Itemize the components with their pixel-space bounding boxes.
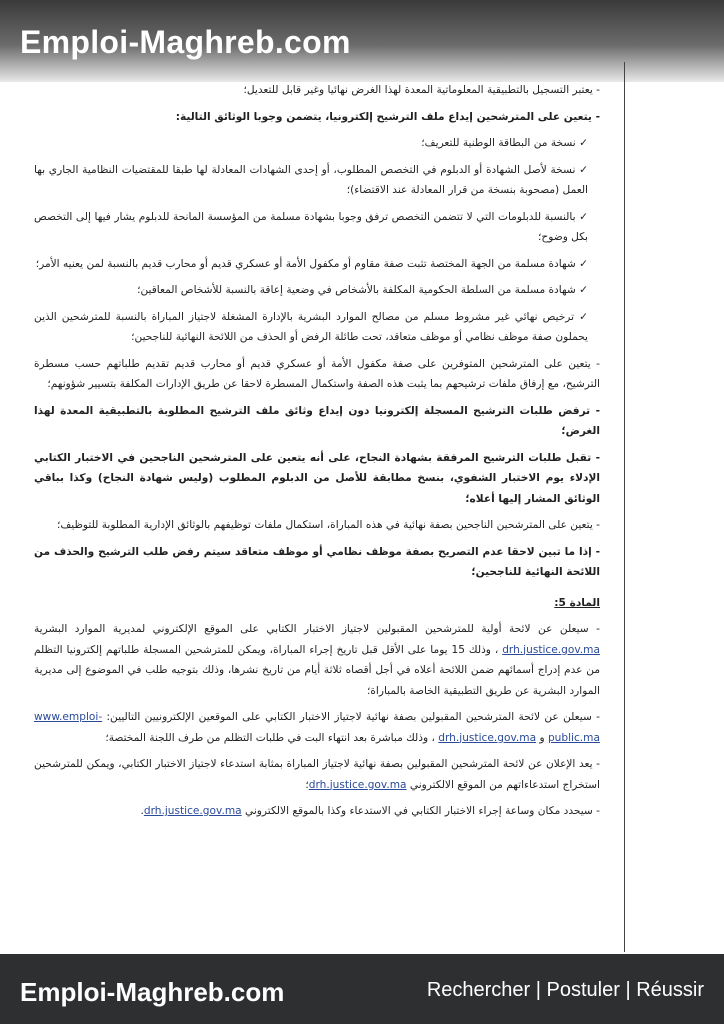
bottom-banner bbox=[0, 954, 724, 1024]
footer-tagline: Rechercher | Postuler | Réussir bbox=[426, 979, 704, 1001]
preliminary-list-text: - سيعلن عن لائحة أولية للمترشحين المقبولين لاجتياز الاختبار الكتابي على الموقع الإلكتروني لمديرية الموارد البشرية bbox=[34, 623, 600, 635]
top-banner bbox=[0, 0, 724, 82]
checklist-item-specialty: ✓ بالنسبة للدبلومات التي لا تتضمن التخصص ترفق وجوبا بشهادة مسلمة من المؤسسة المانحة للدبلوم يشار فيها إلى التخصص بكل وضوح؛ bbox=[34, 210, 588, 243]
paragraph-registration-final: - يعتبر التسجيل بالتطبيقية المعلوماتية المعدة لهذا الغرض نهائيا وغير قابل للتعديل؛ bbox=[243, 84, 600, 96]
paragraph-veteran-candidates: - يتعين على المترشحين المتوفرين على صفة مكفول الأمة أو عسكري قديم أو محارب قديم تقديم طلباتهم حسب مسطرة الترشيح، مع إرفاق ملفات ترشيحهم بما يثبت هذه الصفة واستكمال المسطرة لاحقا عن طريق الإدارات المكلفة بتسيير شؤونهم؛ bbox=[34, 357, 600, 390]
drh-link-4[interactable]: drh.justice.gov.ma bbox=[143, 805, 242, 817]
final-list-and: و bbox=[536, 731, 545, 744]
checklist-item-diploma: ✓ نسخة لأصل الشهادة أو الدبلوم في التخصص المطلوب، أو إحدى الشهادات المعادلة لها طبقا للمقتضيات النظامية الجاري بها العمل (مصحوبة بنسخة من قرار المعادلة عند الاقتضاء)؛ bbox=[34, 163, 588, 196]
paragraph-non-declaration: - إذا ما تبين لاحقا عدم التصريح بصفة موظف نظامي أو موظف متعاقد سيتم رفض طلب الترشيح والحذف من اللائحة النهائية للناجحين؛ bbox=[34, 545, 600, 578]
article-5-heading: المادة 5: bbox=[554, 596, 600, 609]
drh-link-1[interactable]: drh.justice.gov.ma bbox=[502, 643, 600, 656]
paragraph-required-documents: - يتعين على المترشحين إيداع ملف الترشيح إلكترونيا، يتضمن وجوبا الوثائق التالية: bbox=[175, 110, 600, 123]
checklist-item-disability-certificate: ✓ شهادة مسلمة من السلطة الحكومية المكلفة بالأشخاص في وضعية إعاقة بالنسبة للأشخاص المعاقين؛ bbox=[137, 284, 588, 296]
checklist-item-id-card: ✓ نسخة من البطاقة الوطنية للتعريف؛ bbox=[421, 137, 588, 149]
final-list-text: - سيعلن عن لائحة المترشحين المقبولين بصفة نهائية لاجتياز الاختبار الكتابي على الموقعين الإلكترونيين التاليين: bbox=[106, 711, 600, 723]
convocation-text: - يعد الإعلان عن لائحة المترشحين المقبولين بصفة نهائية لاجتياز المباراة بمثابة استدعاء لاجتياز الاختبار الكتابي، ويمكن للمترشحين استخراج استدعاءاتهم من الموقع الالكتروني bbox=[34, 758, 600, 791]
paragraph-preliminary-list bbox=[34, 619, 600, 701]
footer-brand: Emploi-Maghreb.com bbox=[20, 977, 285, 1007]
exam-place-text: - سيحدد مكان وساعة إجراء الاختبار الكتابي في الاستدعاء وكذا بالموقع الالكتروني bbox=[245, 805, 600, 817]
document-body bbox=[34, 80, 600, 828]
checklist-item-authorization: ✓ ترخيص نهائي غير مشروط مسلم من مصالح الموارد البشرية بالإدارة المشغلة لاجتياز المباراة بالنسبة للمترشحين الذين يحملون صفة موظف نظامي أو موظف متعاقد، تحت طائلة الرفض أو الحذف من اللائحة النهائية للناجحين؛ bbox=[34, 310, 588, 343]
paragraph-final-list bbox=[34, 707, 600, 748]
drh-link-3[interactable]: drh.justice.gov.ma bbox=[308, 778, 407, 791]
preliminary-list-text-2: ، وذلك 15 يوما على الأقل قبل تاريخ إجراء المباراة، ويمكن للمترشحين المسجلة طلباتهم إلكترونيا التظلم من عدم إدراج أسمائهم ضمن اللائحة أعلاه في أجل أقصاه ثلاثة أيام من تاريخ نشرها، وذلك بتوجيه طلب في الموضوع إلى مديرية الموارد البشرية عن طريق التطبيقية الخاصة بالمباراة؛ bbox=[34, 643, 600, 697]
drh-link-2[interactable]: drh.justice.gov.ma bbox=[438, 731, 537, 744]
margin-rule bbox=[624, 62, 625, 952]
emploi-public-link[interactable]: www.emploi-public.ma bbox=[34, 711, 600, 744]
site-watermark-brand: Emploi-Maghreb.com bbox=[20, 24, 351, 60]
paragraph-exam-place: - سيحدد مكان وساعة إجراء الاختبار الكتابي في الاستدعاء وكذا بالموقع الالكتروني drh.justice.gov.ma. bbox=[140, 805, 600, 817]
paragraph-success-certificate: - تقبل طلبات الترشيح المرفقة بشهادة النجاح، على أنه يتعين على المترشحين الناجحين في الاختبار الكتابي الإدلاء يوم الاختبار الشفوي، بنسخ مطابقة للأصل من الدبلوم المطلوب (وليس شهادة النجاح) وكذا بباقي الوثائق المشار إليها أعلاه؛ bbox=[34, 451, 600, 505]
paragraph-final-hiring: - يتعين على المترشحين الناجحين بصفة نهائية في هذه المباراة، استكمال ملفات توظيفهم بالوثائق الإدارية المطلوبة للتوظيف؛ bbox=[56, 519, 600, 531]
final-list-text-2: ، وذلك مباشرة بعد انتهاء البت في طلبات التظلم من طرف اللجنة المختصة؛ bbox=[105, 731, 435, 744]
paragraph-convocation: - يعد الإعلان عن لائحة المترشحين المقبولين بصفة نهائية لاجتياز المباراة بمثابة استدعاء لاجتياز الاختبار الكتابي، ويمكن للمترشحين استخراج استدعاءاتهم من الموقع الالكتروني drh.justice.gov.ma؛ bbox=[34, 758, 600, 791]
checklist-item-veteran-certificate: ✓ شهادة مسلمة من الجهة المختصة تثبت صفة مقاوم أو مكفول الأمة أو عسكري قديم أو محارب قديم بالنسبة لمن يعنيه الأمر؛ bbox=[35, 257, 588, 270]
paragraph-rejection: - ترفض طلبات الترشيح المسجلة إلكترونيا دون إيداع وثائق ملف الترشيح المطلوبة بالتطبيقية المعدة لهذا الغرض؛ bbox=[34, 404, 600, 437]
